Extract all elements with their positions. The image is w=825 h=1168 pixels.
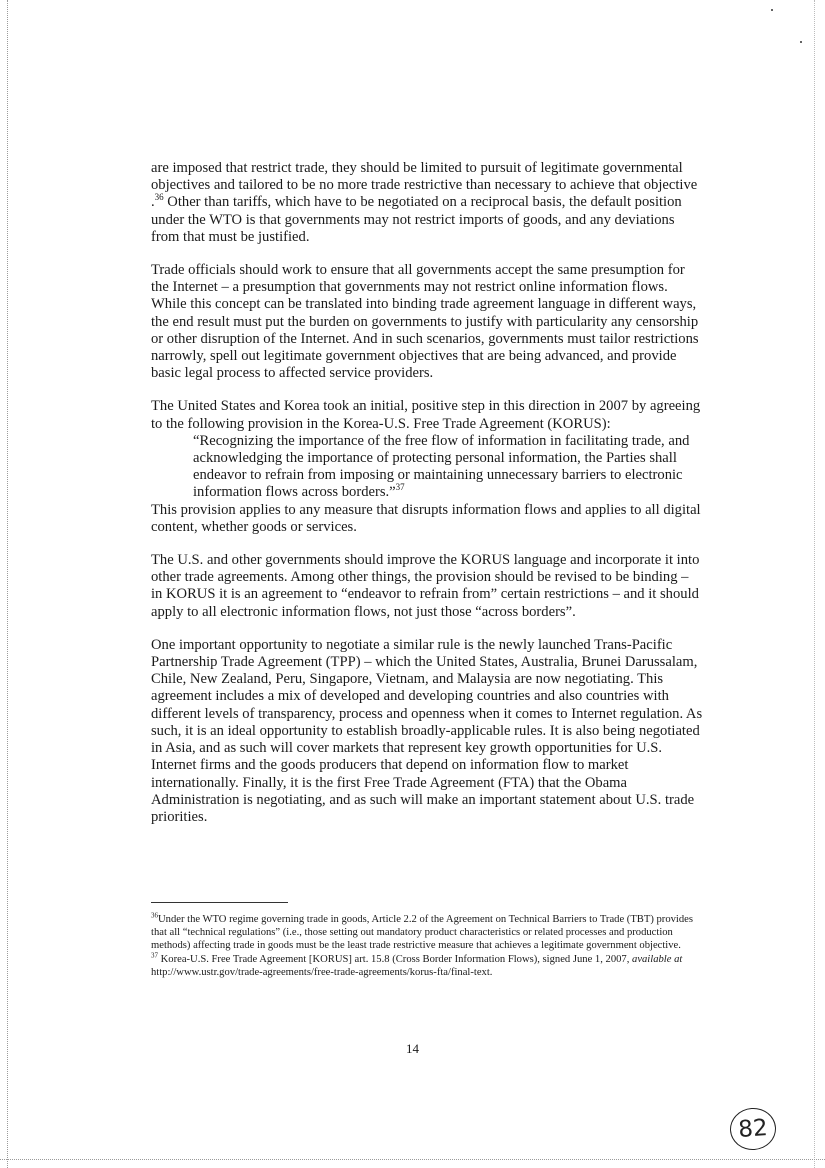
footnotes [151, 913, 707, 979]
paragraph-5: One important opportunity to negotiate a similar rule is the newly launched Trans-Pacific Partnership Trade Agreement (TPP) – which the United States, Australia, Brunei Darussalam, Chile, New Zealand, Peru, Singapore, Vietnam, and Malaysia are now negotiating. This agreement includes a mix of developed and developing countries and also countries with different levels of transparency, process and openness when it comes to Internet regulation. As such, it is an ideal opportunity to establish broadly-applicable rules. It is also being negotiated in Asia, and as such will cover markets that represent key growth opportunities for U.S. Internet firms and the goods producers that depend on information flow to market internationally. Finally, it is the first Free Trade Agreement (FTA) that the Obama Administration is negotiating, and as such will make an important statement about U.S. trade priorities. [151, 636, 703, 825]
page-edge-bottom [0, 1159, 825, 1160]
paragraph-3: The United States and Korea took an initial, positive step in this direction in 2007 by agreeing to the following provision in the Korea-U.S. Free Trade Agreement (KORUS): [151, 398, 701, 432]
footnote-37 [151, 953, 707, 979]
handwritten-page-stamp: 82 [729, 1106, 778, 1151]
footnote-separator [151, 902, 288, 903]
footnote-ref-36: 36 [154, 192, 164, 203]
footnote-36-marker: 36 [151, 911, 158, 920]
footnote-ref-37: 37 [395, 482, 405, 493]
footnote-36 [151, 913, 707, 953]
paragraph-4: The U.S. and other governments should improve the KORUS language and incorporate it into other trade agreements. Among other things, the provision should be revised to be binding – in KORUS it is an agreement to “endeavor to refrain from” certain restrictions – and it should apply to all electronic information flows, not just those “across borders”. [151, 552, 700, 620]
footnote-37-available-at: available at [632, 953, 683, 965]
paragraph-1-text: are imposed that restrict trade, they should be limited to pursuit of legitimate governmental objectives and tailored to be no more trade restrictive than necessary to achieve that objective . [151, 160, 698, 211]
paragraph-1 [151, 160, 703, 246]
page-edge-right [814, 0, 815, 1168]
korus-quote [193, 433, 703, 502]
page-edge-left [7, 0, 8, 1168]
footnote-37-url: http://www.ustr.gov/trade-agreements/free-trade-agreements/korus-fta/final-text. [151, 966, 493, 978]
paragraph-2: Trade officials should work to ensure that all governments accept the same presumption for the Internet – a presumption that governments may not restrict online information flows. While this concept can be translated into binding trade agreement language in different ways, the end result must put the burden on governments to justify with particularity any censorship or other disruption of the Internet. And in such scenarios, governments must tailor restrictions narrowly, spell out legitimate government objectives that are being advanced, and provide basic legal process to affected service providers. [151, 262, 699, 382]
footnote-36-text: Under the WTO regime governing trade in goods, Article 2.2 of the Agreement on Technical Barriers to Trade (TBT) provides that all “technical regulations” (i.e., those setting out mandatory product characteristics or related processes and production methods) affecting trade in goods must be the least trade restrictive measure that achieves a legitimate government objective. [151, 914, 693, 952]
paragraph-1-continued: Other than tariffs, which have to be negotiated on a reciprocal basis, the default position under the WTO is that governments may not restrict imports of goods, and any deviations from that must be justified. [151, 194, 682, 245]
korus-quote-text: “Recognizing the importance of the free flow of information in facilitating trade, and acknowledging the importance of protecting personal information, the Parties shall endeavor to refrain from imposing or maintaining unnecessary barriers to electronic information flows across borders.” [193, 432, 690, 501]
body-text [151, 160, 703, 842]
footnote-37-marker: 37 [151, 951, 158, 960]
scan-speck [771, 9, 773, 11]
scan-speck [800, 41, 802, 43]
page-number: 14 [406, 1041, 419, 1056]
footnote-37-text: Korea-U.S. Free Trade Agreement [KORUS] art. 15.8 (Cross Border Information Flows), signed June 1, 2007, [158, 953, 633, 965]
paragraph-3-continued: This provision applies to any measure that disrupts information flows and applies to all digital content, whether goods or services. [151, 501, 701, 535]
